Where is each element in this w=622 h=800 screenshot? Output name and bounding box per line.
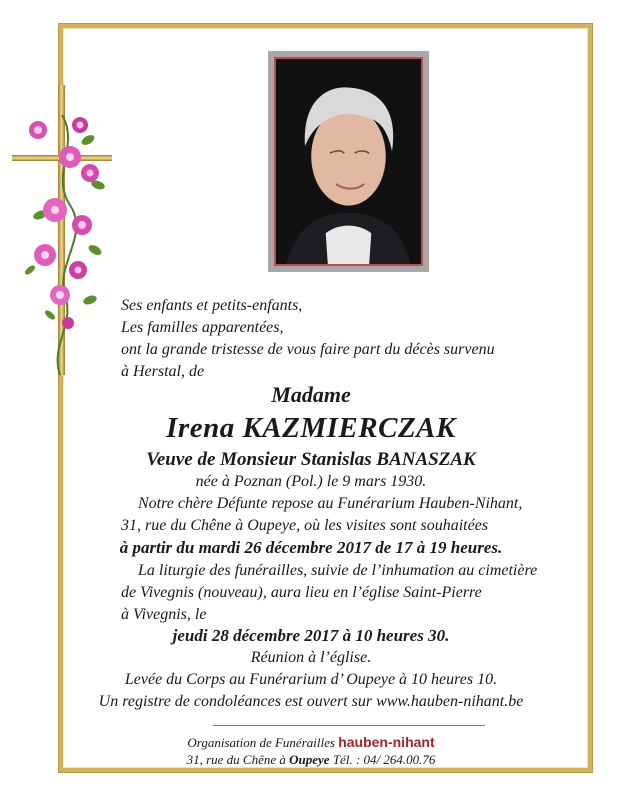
liturgy-line-1: La liturgie des funérailles, suivie de l’inhumation au cimetière [138,562,538,579]
meeting-line: Réunion à l’église. [250,649,372,666]
footer-org-label: Organisation de Funérailles [187,735,335,750]
spouse-line: Veuve de Monsieur Stanislas BANASZAK [146,449,476,470]
liturgy-line-2: de Vivegnis (nouveau), aura lieu en l’église Saint-Pierre [121,584,482,601]
footer-organisation [0,733,622,752]
portrait-frame [268,51,429,272]
intro-line-1: Ses enfants et petits-enfants, [121,297,303,314]
funeral-date: jeudi 28 décembre 2017 à 10 heures 30. [172,626,450,645]
footer-address-prefix: 31, rue du Chêne à [186,752,286,767]
title-madame: Madame [271,382,351,407]
intro-line-2: Les familles apparentées, [121,319,284,336]
intro-line-3: ont la grande tristesse de vous faire part du décès survenu [121,341,495,358]
floral-cross-icon [10,85,115,380]
repose-line-2: 31, rue du Chêne à Oupeye, où les visites sont souhaitées [121,517,489,534]
visit-time: à partir du mardi 26 décembre 2017 de 17 à 19 heures. [119,538,503,557]
levee-line: Levée du Corps au Funérarium d’ Oupeye à 10 heures 10. [124,671,498,688]
footer-phone: Tél. : 04/ 264.00.76 [332,752,436,767]
liturgy-line-3: à Vivegnis, le [121,606,207,623]
footer-address-town: Oupeye [289,752,330,767]
portrait-photo [276,59,421,264]
intro-line-4: à Herstal, de [121,363,205,380]
register-line: Un registre de condoléances est ouvert sur www.hauben-nihant.be [98,693,524,710]
footer-address [0,751,622,769]
deceased-name: Irena KAZMIERCZAK [166,412,456,444]
footer-divider [213,725,485,726]
brand-logo-text: hauben-nihant [338,734,435,750]
repose-line-1: Notre chère Défunte repose au Funérarium Hauben-Nihant, [138,495,523,512]
birth-line: née à Poznan (Pol.) le 9 mars 1930. [195,473,427,490]
